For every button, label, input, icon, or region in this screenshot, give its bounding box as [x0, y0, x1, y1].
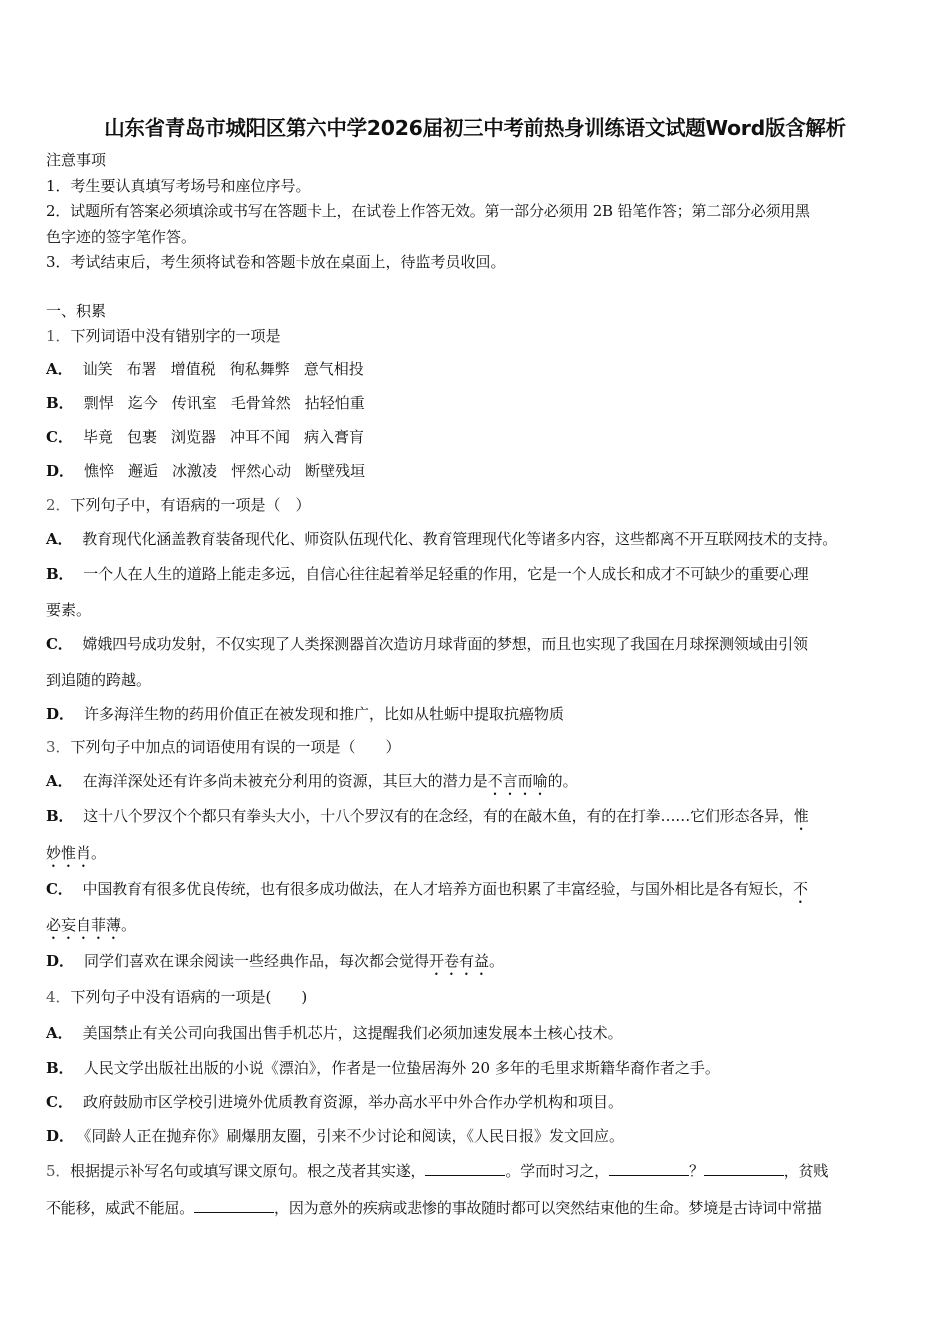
option-label: C．	[46, 1093, 73, 1111]
question-3-option-a[interactable]	[46, 771, 578, 799]
question-text: 。学而时习之，	[505, 1162, 609, 1180]
option-text: 。	[91, 844, 107, 862]
question-stem: 下列词语中没有错别字的一项是	[70, 327, 281, 345]
option-text: 。	[121, 916, 137, 934]
option-text: 嫦娥四号成功发射，不仅实现了人类探测器首次造访月球背面的梦想，而且也实现了我国在月球探测领域由引领	[82, 635, 808, 653]
option-text: 的。	[547, 772, 578, 790]
question-1-option-c[interactable]	[46, 427, 378, 447]
option-label: D．	[46, 705, 75, 723]
option-word: 传讯室	[171, 394, 217, 412]
option-label: D．	[46, 462, 75, 480]
question-3-stem	[46, 737, 401, 757]
dotted-phrase: 不言而喻	[487, 772, 548, 790]
question-5-continued	[46, 1198, 822, 1218]
option-text-continued: 到追随的跨越。	[46, 671, 152, 689]
question-4-stem	[46, 987, 307, 1007]
option-word: 憔悴	[84, 462, 115, 480]
notice-item: 3．考试结束后，考生须将试卷和答题卡放在桌面上，待监考员收回。	[46, 253, 506, 271]
option-label: A．	[46, 530, 73, 548]
question-1-option-d[interactable]	[46, 461, 379, 481]
question-number: 3．	[46, 738, 71, 756]
option-word: 冰激凌	[172, 462, 218, 480]
option-text: 这十八个罗汉个个都只有拳头大小，十八个罗汉有的在念经，有的在敲木鱼，有的在打拳……它们形态各异，	[83, 807, 794, 825]
option-word: 布署	[126, 360, 157, 378]
option-label: A．	[46, 360, 73, 378]
question-4-option-a[interactable]	[46, 1023, 623, 1043]
question-number: 2．	[46, 496, 71, 514]
notice-item: 1．考生要认真填写考场号和座位序号。	[46, 177, 311, 195]
fill-blank[interactable]	[704, 1161, 784, 1176]
option-word: 包裹	[126, 428, 157, 446]
option-word: 怦然心动	[231, 462, 292, 480]
option-text: 在海洋深处还有许多尚未被充分利用的资源，其巨大的潜力是	[82, 772, 488, 790]
option-label: C．	[46, 635, 73, 653]
option-text: 政府鼓励市区学校引进境外优质教育资源，举办高水平中外合作办学机构和项目。	[82, 1093, 623, 1111]
option-text: 《同龄人正在抛弃你》刷爆朋友圈，引来不少讨论和阅读，《人民日报》发文回应。	[84, 1127, 625, 1145]
exam-title: 山东省青岛市城阳区第六中学2026届初三中考前热身训练语文试题Word版含解析	[104, 116, 846, 140]
option-text: 美国禁止有关公司向我国出售手机芯片，这提醒我们必须加速发展本土核心技术。	[82, 1024, 623, 1042]
notice-item: 2．试题所有答案必须填涂或书写在答题卡上，在试卷上作答无效。第一部分必须用 2B 铅笔作答；第二部分必须用黑	[46, 202, 810, 220]
option-text-continued: 要素。	[46, 601, 92, 619]
question-stem: 下列句子中，有语病的一项是（ ）	[70, 496, 311, 514]
question-1-option-a[interactable]	[46, 359, 378, 379]
option-label: B．	[46, 394, 74, 412]
section-title: 一、积累	[46, 302, 107, 320]
question-stem: 下列句子中没有语病的一项是( )	[70, 988, 308, 1006]
question-4-option-d[interactable]	[46, 1126, 624, 1146]
question-2-option-b[interactable]	[46, 564, 809, 584]
question-5-stem	[46, 1161, 828, 1181]
notice-heading: 注意事项	[46, 151, 107, 169]
question-2-stem	[46, 495, 311, 515]
dotted-phrase: 开卷有益	[429, 952, 490, 970]
option-text: 同学们喜欢在课余阅读一些经典作品，每次都会觉得	[84, 952, 430, 970]
question-3-option-d[interactable]	[46, 951, 504, 979]
option-word: 讪笑	[82, 360, 113, 378]
option-text-continued	[46, 843, 106, 871]
option-word: 病入膏肓	[304, 428, 365, 446]
option-label: A．	[46, 1024, 73, 1042]
option-text: 。	[489, 952, 505, 970]
option-word: 冲耳不闻	[230, 428, 291, 446]
option-word: 增值税	[170, 360, 216, 378]
dotted-phrase: 不	[792, 880, 808, 898]
question-text: ，贫贱	[783, 1162, 829, 1180]
option-text-continued	[46, 915, 136, 943]
option-word: 浏览器	[170, 428, 216, 446]
dotted-phrase: 惟	[793, 807, 809, 825]
question-number: 4．	[46, 988, 71, 1006]
dotted-phrase: 妙惟肖	[46, 844, 92, 862]
option-text: 一个人在人生的道路上能走多远，自信心往往起着举足轻重的作用，它是一个人成长和成才不可缺少的重要心理	[83, 565, 809, 583]
dotted-phrase: 必妄自菲薄	[46, 916, 122, 934]
option-word: 徇私舞弊	[229, 360, 290, 378]
option-word: 剽悍	[83, 394, 114, 412]
question-4-option-b[interactable]	[46, 1058, 720, 1078]
option-text: 许多海洋生物的药用价值正在被发现和推广，比如从牡蛎中提取抗癌物质	[84, 705, 565, 723]
option-word: 意气相投	[303, 360, 364, 378]
option-text: 中国教育有很多优良传统，也有很多成功做法，在人才培养方面也积累了丰富经验，与国外相比是各有短长，	[82, 880, 793, 898]
option-label: A．	[46, 772, 73, 790]
option-label: C．	[46, 428, 73, 446]
question-text: ？	[688, 1162, 704, 1180]
question-text: ，因为意外的疾病或悲惨的事故随时都可以突然结束他的生命。梦境是古诗词中常描	[274, 1199, 822, 1217]
question-1-stem	[46, 326, 281, 346]
option-word: 迄今	[127, 394, 158, 412]
option-label: D．	[46, 952, 75, 970]
question-text: 根据提示补写名句或填写课文原句。根之茂者其实遂，	[70, 1162, 426, 1180]
option-label: C．	[46, 880, 73, 898]
question-number: 1．	[46, 327, 71, 345]
option-word: 毕竟	[82, 428, 113, 446]
question-2-option-d[interactable]	[46, 704, 564, 724]
question-stem: 下列句子中加点的词语使用有误的一项是（ ）	[70, 738, 401, 756]
option-label: B．	[46, 565, 74, 583]
question-1-option-b[interactable]	[46, 393, 379, 413]
option-text: 教育现代化涵盖教育装备现代化、师资队伍现代化、教育管理现代化等诸多内容，这些都离不开互联网技术的支持。	[82, 530, 838, 548]
question-3-option-c[interactable]	[46, 879, 808, 907]
question-2-option-c[interactable]	[46, 634, 808, 654]
question-number: 5．	[46, 1162, 71, 1180]
question-3-option-b[interactable]	[46, 806, 809, 834]
option-label: B．	[46, 807, 74, 825]
question-2-option-a[interactable]	[46, 529, 837, 549]
option-word: 断壁残垣	[305, 462, 366, 480]
fill-blank[interactable]	[609, 1161, 689, 1176]
option-word: 邂逅	[128, 462, 159, 480]
option-text: 人民文学出版社出版的小说《漂泊》，作者是一位蛰居海外 20 多年的毛里求斯籍华裔作者之手。	[83, 1059, 720, 1077]
option-word: 拈轻怕重	[304, 394, 365, 412]
option-label: D．	[46, 1127, 75, 1145]
option-word: 毛骨耸然	[230, 394, 291, 412]
fill-blank[interactable]	[425, 1161, 505, 1176]
question-4-option-c[interactable]	[46, 1092, 623, 1112]
fill-blank[interactable]	[194, 1198, 274, 1213]
option-label: B．	[46, 1059, 74, 1077]
notice-item: 色字迹的签字笔作答。	[46, 228, 197, 246]
question-text: 不能移，威武不能屈。	[46, 1199, 195, 1217]
